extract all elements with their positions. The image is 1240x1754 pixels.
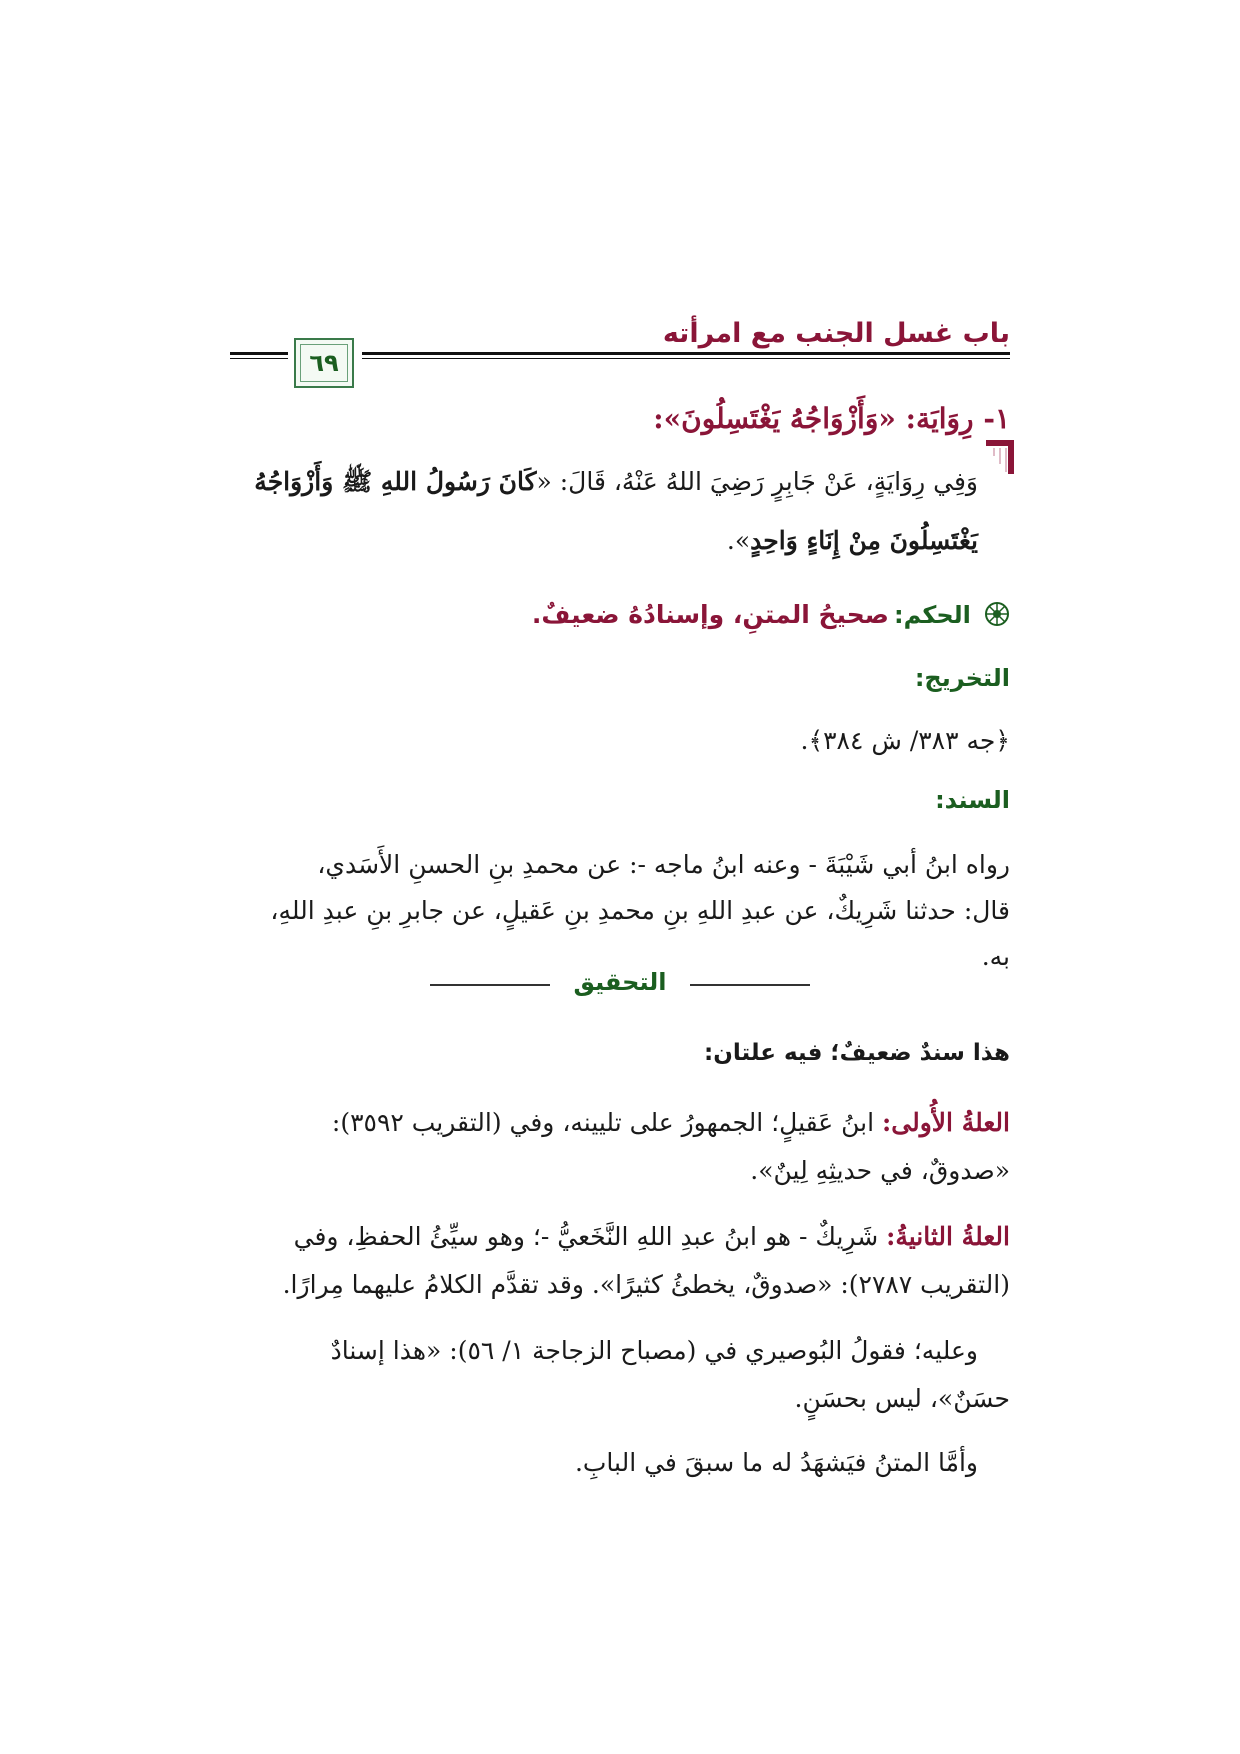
illa2-text-1: شَرِيكٌ - هو ابنُ عبدِ اللهِ النَّخَعيُّ -؛ وهو سيِّئُ الحفظِ، وفي <box>293 1222 879 1251</box>
illa1-line-1 <box>332 1108 1010 1137</box>
riwaya-label: رِوَايَة: <box>905 402 974 435</box>
busiri-line-2: حسَنٌ»، ليس بحسَنٍ. <box>794 1384 1010 1413</box>
ruling-line <box>532 600 1010 629</box>
takhrij-label: التخريج: <box>914 664 1010 692</box>
conclusion-line: وأمَّا المتنُ فيَشهَدُ له ما سبقَ في البابِ. <box>574 1448 978 1477</box>
riwaya-heading <box>653 402 1010 435</box>
illa2-line-2: (التقريب ٢٧٨٧): «صدوقٌ، يخطئُ كثيرًا». وقد تقدَّم الكلامُ عليهما مِرارًا. <box>282 1270 1010 1299</box>
header-rule-right-top <box>362 352 1010 355</box>
tahqiq-label: التحقيق <box>573 968 667 996</box>
hadith-line-1-bold: كَانَ رَسُولُ اللهِ ﷺ وَأَزْوَاجُهُ <box>254 467 537 496</box>
tahqiq-intro: هذا سندٌ ضعيفٌ؛ فيه علتان: <box>704 1040 1010 1066</box>
page-number: ٦٩ <box>309 349 339 377</box>
illa1-label: العلةُ الأُولى: <box>882 1108 1010 1137</box>
tahqiq-divider <box>430 968 810 1000</box>
page-number-badge <box>294 338 354 388</box>
hadith-line-2 <box>727 526 978 555</box>
sanad-line-1: رواه ابنُ أبي شَيْبَةَ - وعنه ابنُ ماجه -: عن محمدِ بنِ الحسنِ الأَسَدي، <box>317 850 1010 879</box>
hadith-line-1 <box>254 466 978 503</box>
flower-ornament-icon <box>984 601 1010 627</box>
hadith-line-1-plain: وَفِي رِوَايَةٍ، عَنْ جَابِرٍ رَضِيَ اللهُ عَنْهُ، قَالَ: « <box>536 467 978 496</box>
header-rule-right-bottom <box>362 358 1010 359</box>
riwaya-number: ١- <box>983 402 1010 435</box>
illa1-line-2: «صدوقٌ، في حديثِهِ لِينٌ». <box>750 1156 1010 1185</box>
illa1-text-1: ابنُ عَقيلٍ؛ الجمهورُ على تليينه، وفي (التقريب ٣٥٩٢): <box>331 1108 875 1137</box>
takhrij-refs: ﴿جه ٣٨٣/ ش ٣٨٤﴾. <box>800 726 1010 755</box>
corner-ornament-icon <box>986 440 1014 474</box>
sanad-line-3: به. <box>981 942 1010 971</box>
sanad-label: السند: <box>935 786 1010 814</box>
riwaya-quote: «وَأَزْوَاجُهُ يَغْتَسِلُونَ»: <box>653 402 896 435</box>
ruling-label: الحكم: <box>893 601 971 629</box>
sanad-line-2: قال: حدثنا شَرِيكٌ، عن عبدِ اللهِ بنِ محمدِ بنِ عَقيلٍ، عن جابرِ بنِ عبدِ اللهِ، <box>270 896 1010 925</box>
busiri-line-1: وعليه؛ فقولُ البُوصيري في (مصباح الزجاجة ١/ ٥٦): «هذا إسنادٌ <box>330 1336 978 1365</box>
illa2-line-1 <box>294 1222 1010 1251</box>
hadith-line-2-end: ». <box>726 526 751 555</box>
header-rule-left-top <box>230 352 288 355</box>
chapter-title: باب غسل الجنب مع امرأته <box>662 318 1010 349</box>
hadith-line-2-bold: يَغْتَسِلُونَ مِنْ إِنَاءٍ وَاحِدٍ <box>750 526 978 555</box>
header-rule-left-bottom <box>230 358 288 359</box>
illa2-label: العلةُ الثانيةُ: <box>886 1222 1010 1251</box>
ruling-text: صحيحُ المتنِ، وإسنادُهُ ضعيفٌ. <box>531 600 889 629</box>
